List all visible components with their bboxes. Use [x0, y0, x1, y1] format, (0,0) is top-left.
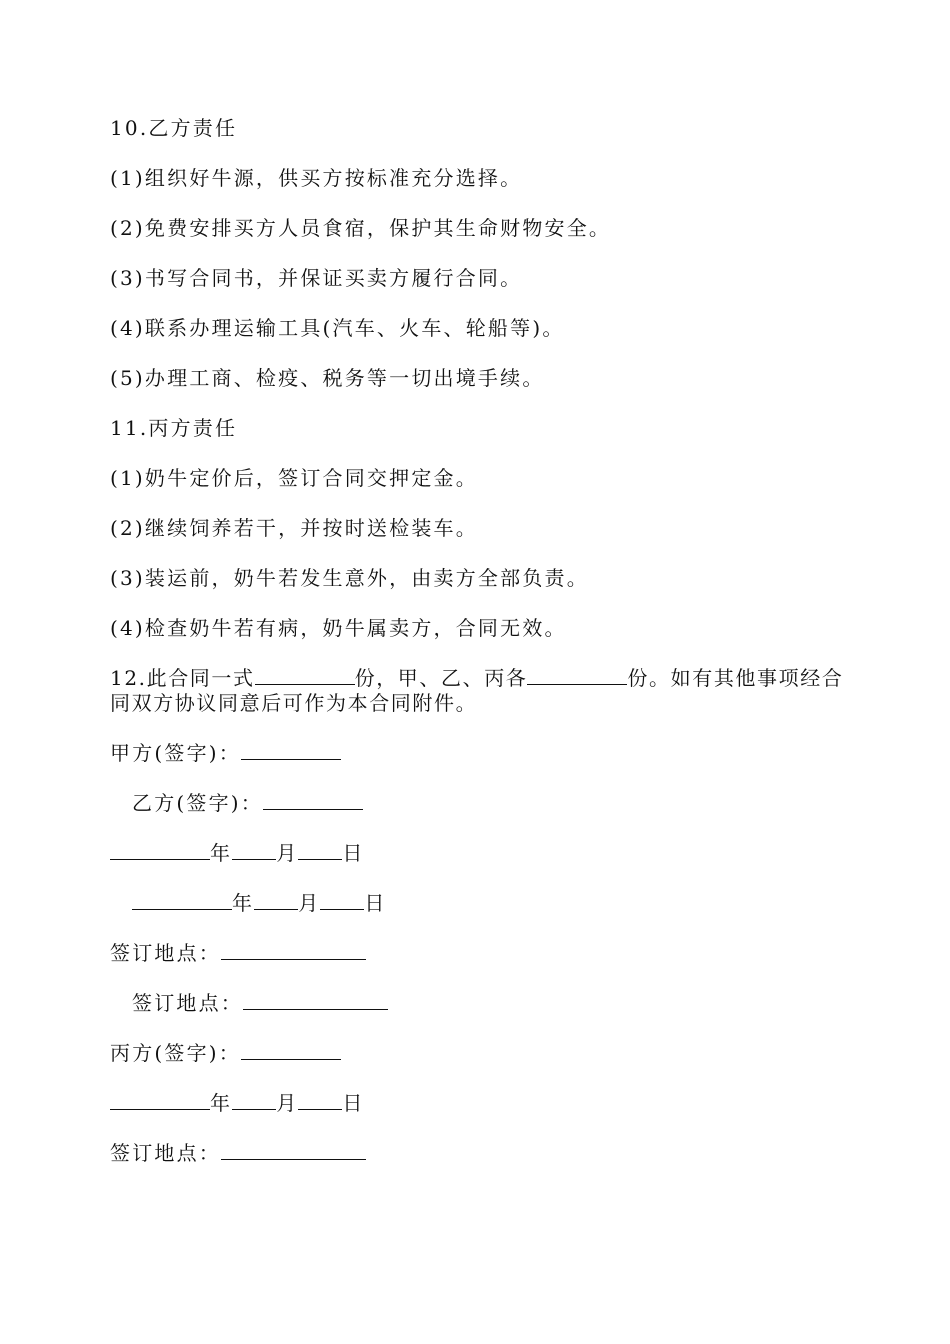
- day-label: 日: [342, 841, 365, 865]
- party-a-place-blank[interactable]: [221, 941, 366, 960]
- month-label: 月: [276, 1091, 299, 1115]
- section-11-item-2: (2)继续饲养若干，并按时送检装车。: [110, 516, 478, 540]
- party-c-place-line: [110, 1141, 845, 1166]
- party-b-signature-line: [110, 791, 845, 816]
- place-label: 签订地点：: [110, 1141, 221, 1165]
- section-10-item-4: (4)联系办理运输工具(汽车、火车、轮船等)。: [110, 316, 565, 340]
- party-a-signature-blank[interactable]: [241, 741, 341, 760]
- party-b-place-line: [110, 991, 845, 1016]
- party-a-place-line: [110, 941, 845, 966]
- party-a-year-blank[interactable]: [110, 841, 210, 860]
- section-10-heading: 10.乙方责任: [110, 116, 238, 140]
- party-c-signature-line: [110, 1041, 845, 1066]
- party-a-month-blank[interactable]: [232, 841, 276, 860]
- party-a-day-blank[interactable]: [298, 841, 342, 860]
- party-c-year-blank[interactable]: [110, 1091, 210, 1110]
- place-label: 签订地点：: [132, 991, 243, 1015]
- section-12-text-3: 份。如有其他事项经合同双方协议同意后可作为本合同附件。: [110, 666, 844, 715]
- year-label: 年: [210, 841, 233, 865]
- party-c-place-blank[interactable]: [221, 1141, 366, 1160]
- party-b-month-blank[interactable]: [254, 891, 298, 910]
- month-label: 月: [298, 891, 321, 915]
- party-b-signature-blank[interactable]: [263, 791, 363, 810]
- party-b-label: 乙方(签字)：: [132, 791, 264, 815]
- section-10-item-5: (5)办理工商、检疫、税务等一切出境手续。: [110, 366, 545, 390]
- year-label: 年: [232, 891, 255, 915]
- month-label: 月: [276, 841, 299, 865]
- party-b-date-line: [110, 891, 845, 916]
- party-c-signature-blank[interactable]: [241, 1041, 341, 1060]
- party-b-year-blank[interactable]: [132, 891, 232, 910]
- party-a-date-line: [110, 841, 845, 866]
- day-label: 日: [342, 1091, 365, 1115]
- section-10-item-3: (3)书写合同书，并保证买卖方履行合同。: [110, 266, 523, 290]
- day-label: 日: [364, 891, 387, 915]
- copies-each-blank[interactable]: [527, 666, 627, 685]
- copies-total-blank[interactable]: [255, 666, 355, 685]
- section-12-text-2: 份，甲、乙、丙各: [354, 666, 528, 690]
- contract-page: [110, 116, 845, 1191]
- party-c-month-blank[interactable]: [232, 1091, 276, 1110]
- section-10-item-2: (2)免费安排买方人员食宿，保护其生命财物安全。: [110, 216, 612, 240]
- party-b-day-blank[interactable]: [320, 891, 364, 910]
- party-c-date-line: [110, 1091, 845, 1116]
- party-b-place-blank[interactable]: [243, 991, 388, 1010]
- section-10-item-1: (1)组织好牛源，供买方按标准充分选择。: [110, 166, 523, 190]
- section-12-text-1: 12.此合同一式: [110, 666, 255, 690]
- party-a-signature-line: [110, 741, 845, 766]
- section-11-item-4: (4)检查奶牛若有病，奶牛属卖方，合同无效。: [110, 616, 567, 640]
- section-11-item-3: (3)装运前，奶牛若发生意外，由卖方全部负责。: [110, 566, 589, 590]
- party-c-label: 丙方(签字)：: [110, 1041, 242, 1065]
- place-label: 签订地点：: [110, 941, 221, 965]
- section-11-heading: 11.丙方责任: [110, 416, 238, 440]
- section-12-paragraph: [110, 666, 845, 716]
- section-11-item-1: (1)奶牛定价后，签订合同交押定金。: [110, 466, 478, 490]
- year-label: 年: [210, 1091, 233, 1115]
- party-c-day-blank[interactable]: [298, 1091, 342, 1110]
- party-a-label: 甲方(签字)：: [110, 741, 242, 765]
